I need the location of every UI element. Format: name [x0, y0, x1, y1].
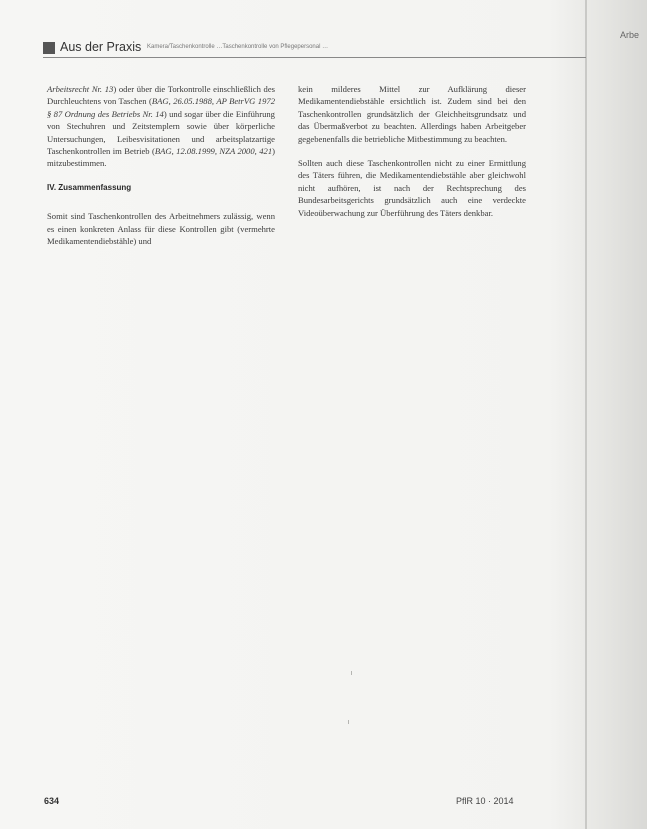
right-column [298, 83, 526, 219]
page-number: 634 [44, 796, 60, 806]
section-marker-square [43, 42, 55, 54]
right-paragraph-1: kein milderes Mittel zur Aufklärung dieser Medikamentendiebstähle ersichtlich ist. Zudem sind bei den Taschenkontrollen grundsätzlich der Gleichheitsgrundsatz und das Übermaßverbot zu beachten. Allerdings haben Arbeitgeber gegebenenfalls die betriebliche Mitbestimmung zu beachten. [298, 84, 526, 144]
left-paragraph-2: Somit sind Taschenkontrollen des Arbeitnehmers zulässig, wenn es einen konkreten Anlass für diese Kontrollen gibt (vermehrte Medikamentendiebstähle) und [47, 211, 275, 247]
journal-issue: PflR 10 · 2014 [456, 796, 514, 806]
citation: Arbeitsrecht Nr. 13 [47, 84, 114, 94]
citation: BAG, 12.08.1999, NZA 2000, 421 [154, 146, 273, 157]
body-text: ) und sogar über die Einführung von Stechuhren und Zeitstemplern sowie über körperliche Untersuchungen, Leibesvisitationen und arbeitsplatzartige Taschenkontrollen im Betrieb ( [47, 108, 275, 157]
running-head-subtitle: Kamera/Taschenkontrolle …Taschenkontrolle von Pflegepersonal … [147, 44, 329, 50]
scan-speck [348, 720, 349, 724]
body-text: ) mitzubestimmen. [47, 146, 275, 169]
left-paragraph-1 [47, 83, 275, 170]
citation: BAG, 26.05.1988, AP BetrVG 1972 § 87 Ordnung des Betriebs Nr. 14 [47, 96, 275, 119]
body-text: ) oder über die Torkontrolle einschließlich des Durchleuchtens von Taschen ( [47, 84, 276, 107]
section-heading: IV. Zusammenfassung [47, 182, 132, 192]
section-title: Aus der Praxis [60, 40, 142, 54]
scan-speck [351, 671, 352, 675]
header-rule [43, 57, 586, 58]
right-paragraph-2: Sollten auch diese Taschenkontrollen nicht zu einer Ermittlung des Täters führen, die Medikamentendiebstähle aber gleichwohl nicht aufhören, ist nach der Rechtsprechung des Bundesarbeitsgerichts grundsätzlich auch eine verdeckte Videoüberwachung zur Überführung des Täters denkbar. [298, 158, 526, 218]
paragraph-gap [298, 145, 526, 157]
left-column [47, 83, 275, 247]
next-page-running-head: Arbe [620, 30, 640, 40]
page-fold-shadow [585, 0, 587, 829]
